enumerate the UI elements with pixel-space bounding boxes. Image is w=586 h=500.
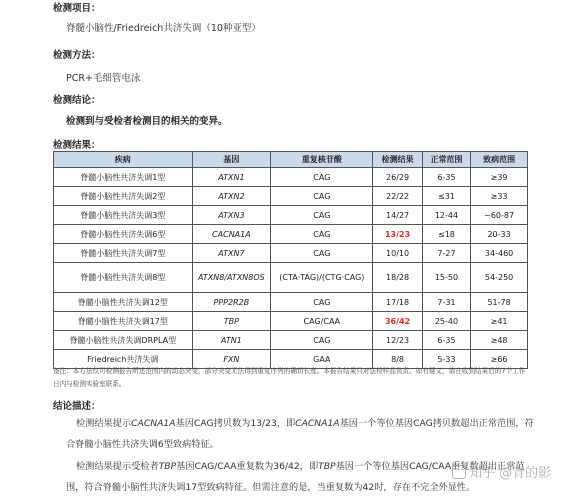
- disease-cell: 脊髓小脑性共济失调3型: [54, 206, 193, 225]
- table-row: [54, 244, 528, 263]
- normal-range-cell: 7-31: [422, 293, 470, 312]
- repeat-cell: CAG: [271, 187, 373, 206]
- desc1-part: 基因CAG拷贝数为13/23，即: [175, 418, 296, 429]
- normal-range-cell: 7-27: [422, 244, 470, 263]
- result-cell-abnormal: 36/42: [373, 312, 422, 331]
- results-header-row: [54, 152, 528, 168]
- table-row: [54, 168, 528, 187]
- disease-cell: 脊髓小脑性共济失调2型: [54, 187, 193, 206]
- pathogenic-range-cell: 54-250: [471, 263, 528, 293]
- normal-range-cell: ≤18: [422, 225, 470, 244]
- desc1-gene: CACNA1A: [131, 418, 176, 429]
- pathogenic-range-cell: ≥66: [471, 350, 528, 369]
- desc2-gene: TBP: [318, 461, 336, 472]
- disease-cell: 脊髓小脑性共济失调17型: [54, 312, 193, 331]
- results-title: 检测结果：: [53, 140, 101, 151]
- table-row: [54, 331, 528, 350]
- desc2-part: 基因CAG/CAA重复数为36/42，即: [176, 461, 319, 472]
- repeat-cell: (CTA·TAG)/(CTG·CAG): [271, 263, 373, 293]
- disease-cell: 脊髓小脑性共济失调DRPLA型: [54, 331, 193, 350]
- desc2-part: 基因一个等位基因CAG/CAA重复数超出正常范围，符合脊髓小脑性共济失调17型致病特征。但需注意的是，当重复数为42时，存在不完全外显性。: [66, 461, 525, 493]
- pathogenic-range-cell: ≥41: [471, 312, 528, 331]
- disease-cell: 脊髓小脑性共济失调1型: [54, 168, 193, 187]
- disease-cell: 脊髓小脑性共济失调12型: [54, 293, 193, 312]
- test-item-title: 检测项目：: [53, 3, 101, 14]
- repeat-cell: CAG/CAA: [271, 312, 373, 331]
- normal-range-cell: 6-35: [422, 168, 470, 187]
- result-cell: 14/27: [373, 206, 422, 225]
- disease-cell: 脊髓小脑性共济失调6型: [54, 225, 193, 244]
- table-row: [54, 263, 528, 293]
- result-cell-abnormal: 13/23: [373, 225, 422, 244]
- table-row: [54, 206, 528, 225]
- pathogenic-range-cell: 51-78: [471, 293, 528, 312]
- repeat-cell: CAG: [271, 331, 373, 350]
- gene-cell: PPP2R2B: [192, 293, 271, 312]
- gene-cell: ATXN2: [192, 187, 271, 206]
- header-repeat: 重复核苷酸: [271, 152, 373, 168]
- test-conclusion-title: 检测结论：: [53, 95, 101, 106]
- result-cell: 12/23: [373, 331, 422, 350]
- normal-range-cell: 6-35: [422, 331, 470, 350]
- desc2-part: 检测结果提示受检者: [76, 461, 159, 472]
- gene-cell: ATXN7: [192, 244, 271, 263]
- table-row: [54, 187, 528, 206]
- pathogenic-range-cell: ≥33: [471, 187, 528, 206]
- test-item-value: 脊髓小脑性/Friedreich共济失调（10种亚型）: [66, 23, 261, 34]
- gene-cell: ATXN3: [192, 206, 271, 225]
- pathogenic-range-cell: ≥39: [471, 168, 528, 187]
- gene-cell: ATXN1: [192, 168, 271, 187]
- normal-range-cell: 15-50: [422, 263, 470, 293]
- gene-cell: ATN1: [192, 331, 271, 350]
- pathogenic-range-cell: 34-460: [471, 244, 528, 263]
- table-row: [54, 225, 528, 244]
- header-pathogenic-range: 致病范围: [471, 152, 528, 168]
- normal-range-cell: ≤31: [422, 187, 470, 206]
- results-table: [53, 151, 528, 369]
- normal-range-cell: 12-44: [422, 206, 470, 225]
- pathogenic-range-cell: ≥48: [471, 331, 528, 350]
- watermark-text: 知乎 @青的影: [469, 466, 552, 481]
- header-normal-range: 正常范围: [422, 152, 470, 168]
- watermark: [452, 462, 551, 481]
- table-row: [54, 293, 528, 312]
- result-cell: 8/8: [373, 350, 422, 369]
- result-cell: 17/18: [373, 293, 422, 312]
- pathogenic-range-cell: 20-33: [471, 225, 528, 244]
- table-row: [54, 312, 528, 331]
- zhihu-logo-icon: [452, 465, 466, 479]
- repeat-cell: CAG: [271, 244, 373, 263]
- repeat-cell: CAG: [271, 206, 373, 225]
- gene-cell: CACNA1A: [192, 225, 271, 244]
- desc1-part: 基因一个等位基因CAG拷贝数超出正常范围，符合脊髓小脑性共济失调6型致病特征。: [66, 418, 534, 450]
- desc1-gene: CACNA1A: [295, 418, 340, 429]
- report-note: 备注：本方法仅可检测报告所述范围内的动态突变，部分突变无法得到重复序列的确切长度。本报告结果只对送检样品负责。如有疑义，请在收到结果后的7个工作日内与检测实验室联系。: [53, 367, 526, 388]
- result-cell: 18/28: [373, 263, 422, 293]
- repeat-cell: CAG: [271, 168, 373, 187]
- header-result: 检测结果: [373, 152, 422, 168]
- result-cell: 10/10: [373, 244, 422, 263]
- test-method-title: 检测方法：: [53, 50, 101, 61]
- repeat-cell: CAG: [271, 225, 373, 244]
- disease-cell: 脊髓小脑性共济失调7型: [54, 244, 193, 263]
- test-conclusion-value: 检测到与受检者检测目的相关的变异。: [66, 116, 228, 127]
- repeat-cell: GAA: [271, 350, 373, 369]
- desc1-part: 检测结果提示: [76, 418, 132, 429]
- description-paragraph-1: [66, 413, 536, 455]
- normal-range-cell: 5-33: [422, 350, 470, 369]
- result-cell: 26/29: [373, 168, 422, 187]
- disease-cell: 脊髓小脑性共济失调8型: [54, 263, 193, 293]
- header-gene: 基因: [192, 152, 271, 168]
- description-title: 结论描述：: [53, 401, 101, 412]
- desc2-gene: TBP: [158, 461, 177, 472]
- repeat-cell: CAG: [271, 293, 373, 312]
- gene-cell: ATXN8/ATXN8OS: [192, 263, 271, 293]
- gene-cell: TBP: [192, 312, 271, 331]
- normal-range-cell: 25-40: [422, 312, 470, 331]
- test-method-value: PCR+毛细管电泳: [66, 73, 141, 84]
- gene-cell: FXN: [192, 350, 271, 369]
- disease-cell: Friedreich共济失调: [54, 350, 193, 369]
- result-cell: 22/22: [373, 187, 422, 206]
- header-disease: 疾病: [54, 152, 193, 168]
- pathogenic-range-cell: ~60-87: [471, 206, 528, 225]
